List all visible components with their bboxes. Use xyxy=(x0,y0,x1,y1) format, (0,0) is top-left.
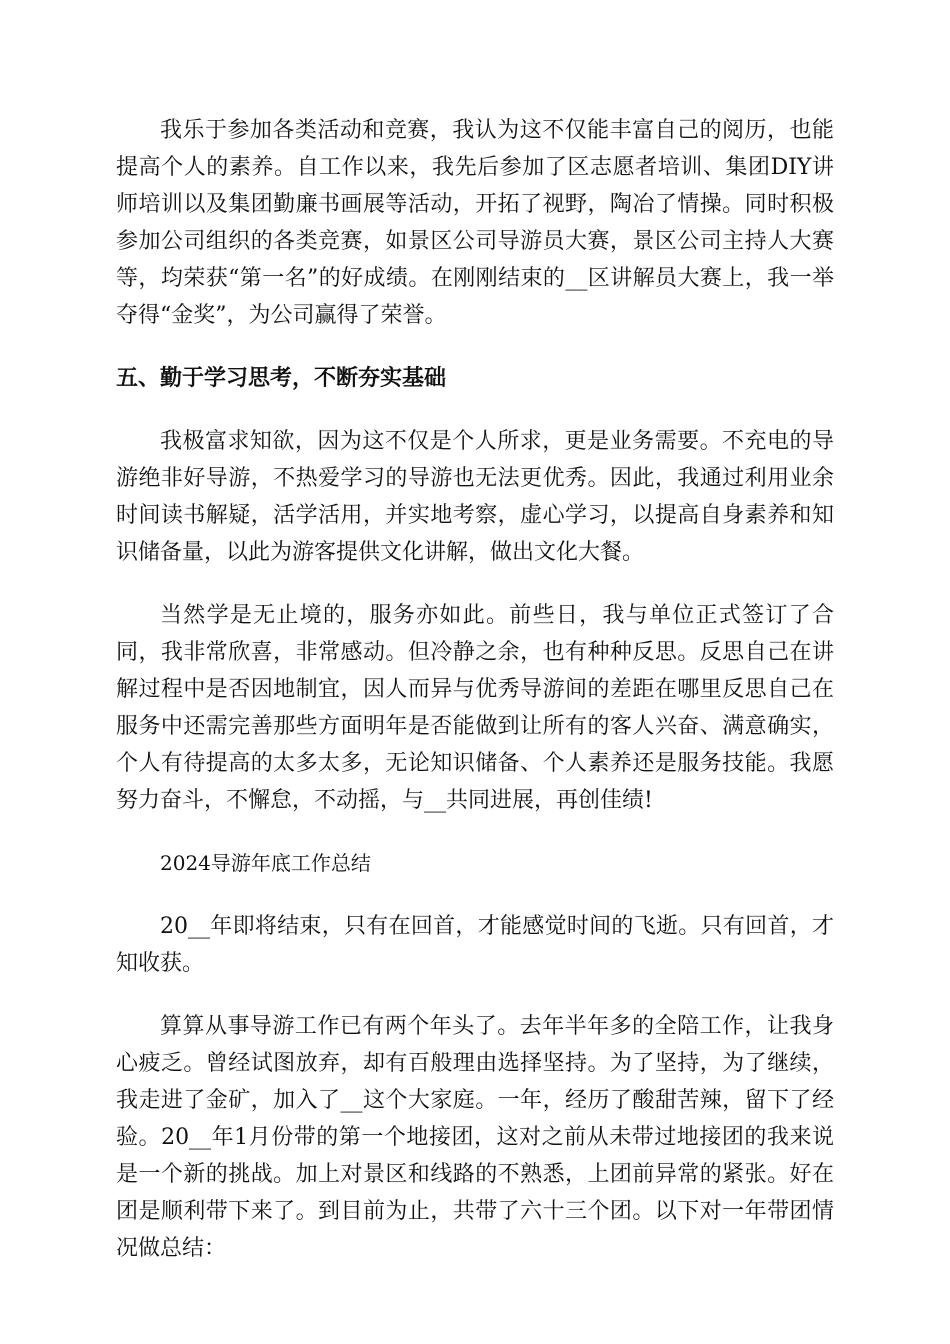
paragraph-reflection: 当然学是无止境的，服务亦如此。前些日，我与单位正式签订了合同，我非常欣喜，非常感动。但冷静之余，也有种种反思。反思自己在讲解过程中是否因地制宜，因人而异与优秀导游间的差距在哪里反思自己在服务中还需完善那些方面明年是否能做到让所有的客人兴奋、满意确实，个人有待提高的太多太多，无论知识储备、个人素养还是服务技能。我愿努力奋斗，不懈怠，不动摇，与__共同进展，再创佳绩! xyxy=(116,603,834,813)
paragraph-experience: 算算从事导游工作已有两个年头了。去年半年多的全陪工作，让我身心疲乏。曾经试图放弃，却有百般理由选择坚持。为了坚持，为了继续，我走进了金矿，加入了__这个大家庭。一年，经历了酸甜苦辣，留下了经验。20__年1月份带的第一个地接团，这对之前从未带过地接团的我来说是一个新的挑战。加上对景区和线路的不熟悉，上团前异常的紧张。好在团是顺利带下来了。到目前为止，共带了六十三个团。以下对一年带团情况做总结： xyxy=(116,1014,834,1261)
paragraph-activities: 我乐于参加各类活动和竞赛，我认为这不仅能丰富自己的阅历，也能提高个人的素养。自工作以来，我先后参加了区志愿者培训、集团DIY讲师培训以及集团勤廉书画展等活动，开拓了视野，陶冶了情操。同时积极参加公司组织的各类竞赛，如景区公司导游员大赛，景区公司主持人大赛等，均荣获“第一名”的好成绩。在刚刚结束的__区讲解员大赛上，我一举夺得“金奖”，为公司赢得了荣誉。 xyxy=(116,118,834,328)
paragraph-year-end: 20__年即将结束，只有在回首，才能感觉时间的飞逝。只有回首，才知收获。 xyxy=(116,914,834,976)
document-body xyxy=(116,112,834,1293)
section-heading-study: 五、勤于学习思考，不断夯实基础 xyxy=(116,366,447,391)
paragraph-learning: 我极富求知欲，因为这不仅是个人所求，更是业务需要。不充电的导游绝非好导游，不热爱学习的导游也无法更优秀。因此，我通过利用业余时间读书解疑，活学活用，并实地考察，虚心学习，以提高自身素养和知识储备量，以此为游客提供文化讲解，做出文化大餐。 xyxy=(116,429,834,565)
document-subtitle: 2024导游年底工作总结 xyxy=(160,851,371,875)
